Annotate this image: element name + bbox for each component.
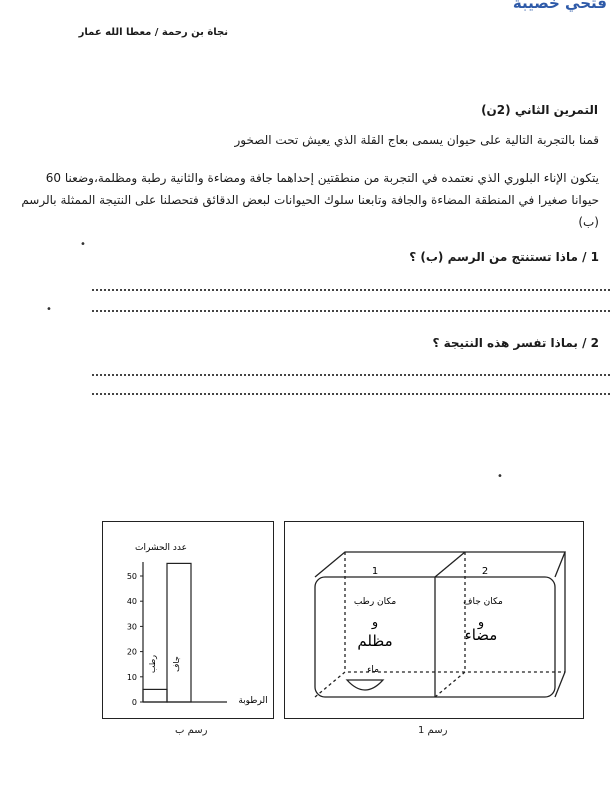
authors: نجاة بن رحمة / معطا الله عمار (78, 27, 228, 38)
question-text: ماذا تستنتج من الرسم (ب) ؟ (409, 250, 578, 264)
y-tick-label: 20 (126, 647, 137, 657)
header-title: فتحي خصيبة (512, 0, 607, 12)
terrarium-diagram (285, 522, 583, 718)
y-tick-label: 50 (126, 572, 137, 581)
water-label: ماء (367, 665, 379, 675)
answer-line (92, 289, 610, 291)
diagram-caption: رسم 1 (418, 725, 448, 736)
compartment-state: مضاء (464, 626, 498, 644)
chart-frame (102, 521, 274, 719)
question-2 (432, 336, 599, 350)
compartment-state: مظلم (357, 632, 393, 650)
compartment-connector: و (477, 615, 485, 630)
question-1 (409, 250, 599, 264)
question-number: 2 / (582, 336, 599, 350)
question-number: 1 / (582, 250, 599, 264)
answer-line (92, 310, 610, 312)
y-tick-label: 10 (126, 672, 137, 682)
intro-text: قمنا بالتجربة التالية على حيوان يسمى بعاج القلة الذي يعيش تحت الصخور (234, 133, 599, 147)
bar-label: رطب (148, 654, 157, 674)
compartment-label: مكان جاف (463, 597, 503, 607)
answer-line (92, 393, 610, 395)
compartment-number: 2 (481, 566, 489, 577)
y-tick-label: 0 (131, 698, 137, 707)
stray-mark: • (497, 471, 503, 482)
stray-mark: • (46, 304, 52, 315)
divider-top (435, 552, 465, 577)
question-text: بماذا تفسر هذه النتيجة ؟ (432, 336, 578, 350)
water-dish (347, 680, 383, 690)
bar (143, 689, 167, 702)
y-axis-label: عدد الحشرات (135, 543, 187, 553)
chart-caption: رسم ب (175, 725, 208, 736)
bar-label: جاف (172, 656, 181, 672)
y-tick-label: 30 (126, 622, 137, 632)
compartment-number: 1 (371, 566, 379, 577)
exercise-title: التمرين الثاني (2ن) (481, 103, 598, 117)
compartment-label: مكان رطب (353, 597, 397, 607)
y-tick-label: 40 (126, 597, 137, 607)
stray-mark: • (80, 239, 86, 250)
compartment-connector: و (371, 615, 379, 630)
answer-line (92, 374, 610, 376)
x-axis-label: الرطوبة (238, 696, 268, 706)
bar-chart (103, 522, 273, 718)
description-paragraph: يتكون الإناء البلوري الذي نعتمده في التجربة من منطقتين إحداهما جافة ومضاءة والثانية رطبة ومظلمة،وضعنا 60 حيوانا صغيرا في المنطقة المضاءة والجافة وتابعنا سلوك الحيوانات لبعض الدقائق فتحصلنا على النتيجة الممثلة بالرسم (ب) (21, 171, 599, 229)
diagram-frame (284, 521, 584, 719)
bar (167, 563, 191, 702)
